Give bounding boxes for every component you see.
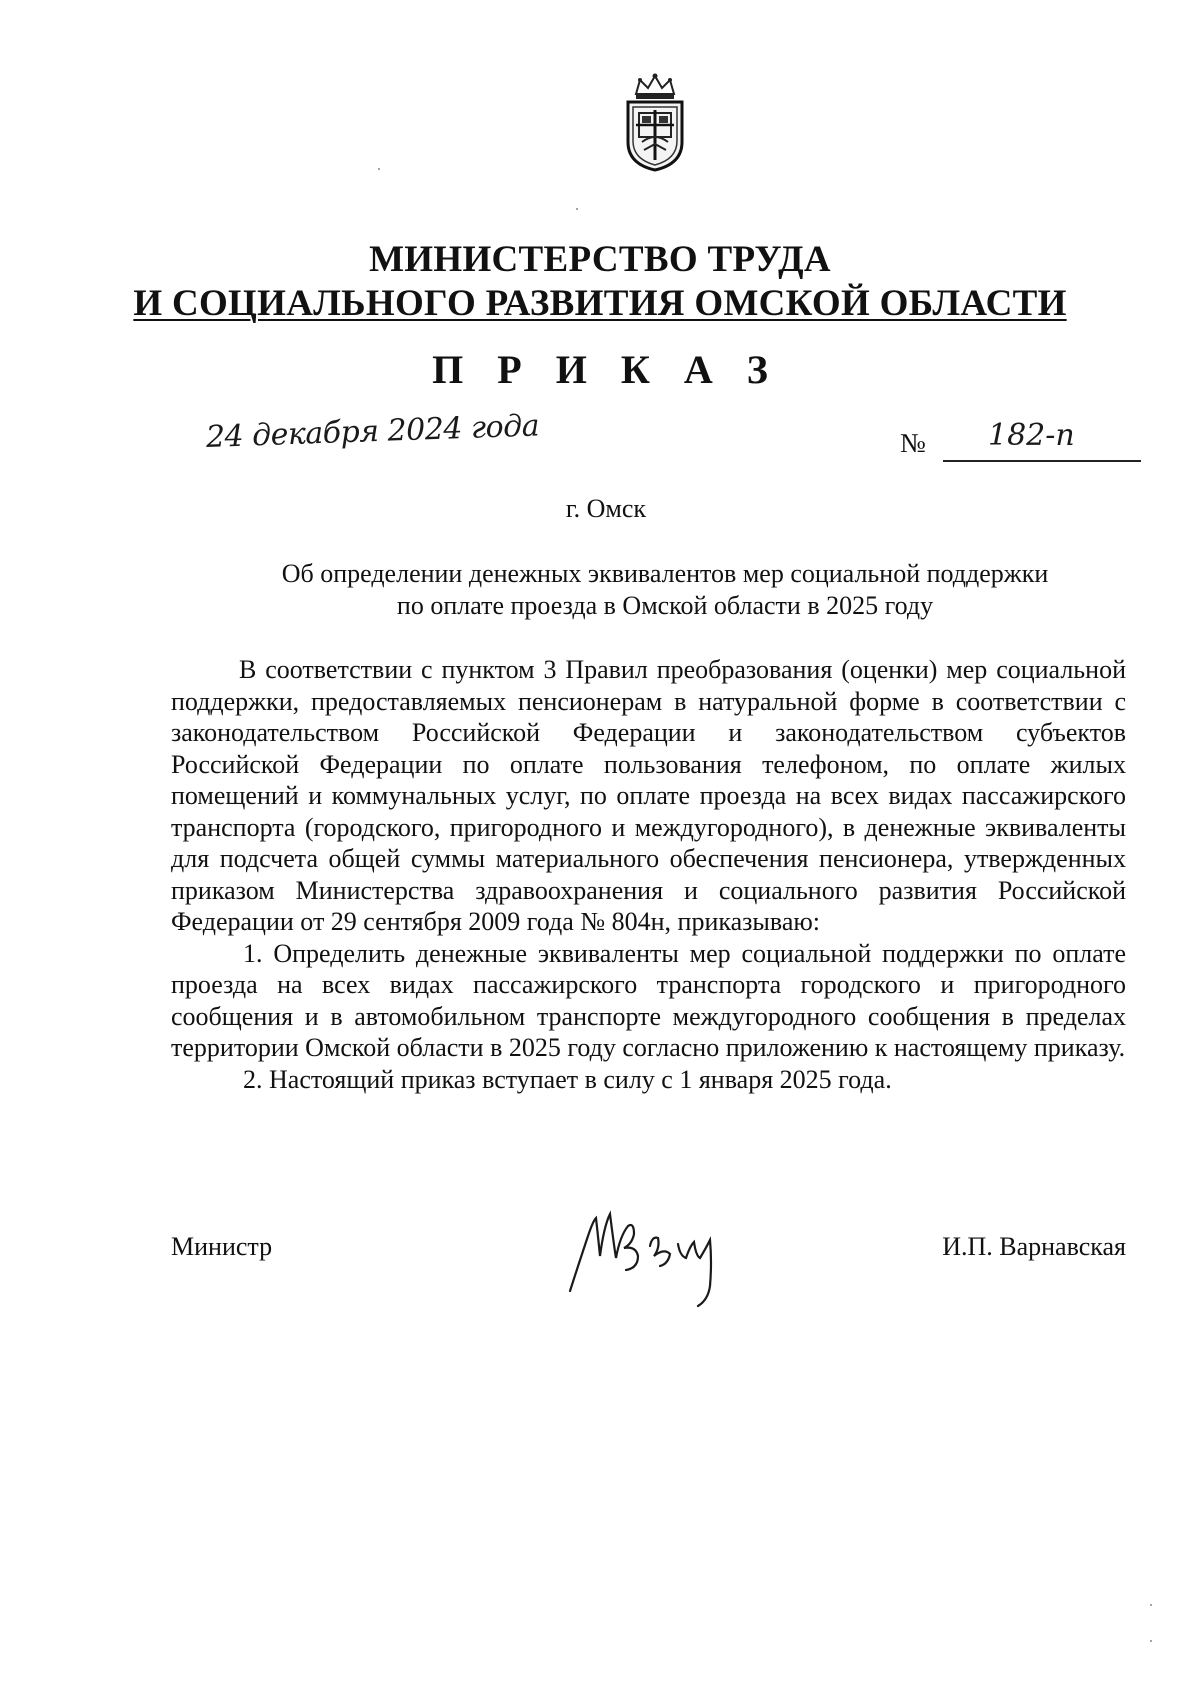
order-body — [171, 654, 1126, 1095]
coat-of-arms-icon — [622, 72, 688, 172]
ministry-name-line1: МИНИСТЕРСТВО ТРУДА — [369, 239, 831, 280]
scan-speck — [1150, 1604, 1152, 1606]
handwritten-signature-icon — [560, 1196, 760, 1316]
handwritten-order-number: 182-п — [988, 418, 1075, 453]
number-label: № — [900, 428, 926, 458]
scan-speck — [378, 168, 380, 170]
signatory-role: Министр — [171, 1232, 273, 1261]
city-label: г. Омск — [565, 494, 647, 523]
ministry-name-line2: И СОЦИАЛЬНОГО РАЗВИТИЯ ОМСКОЙ ОБЛАСТИ — [133, 283, 1067, 324]
scan-speck — [1150, 1640, 1152, 1642]
order-item-1: 1. Определить денежные эквиваленты мер социальной поддержки по оплате проезда на всех видах пассажирского транспорта городского и пригородного сообщения и в автомобильном транспорте междугородного сообщения в пределах территории Омской области в 2025 году согласно приложению к настоящему приказу. — [171, 938, 1126, 1062]
handwritten-date: 24 декабря 2024 года — [205, 408, 540, 455]
order-subject — [200, 558, 1130, 622]
subject-line-1: Об определении денежных эквивалентов мер социальной поддержки — [281, 559, 1049, 588]
preamble-paragraph: В соответствии с пунктом 3 Правил преобразования (оценки) мер социальной поддержки, предоставляемых пенсионерам в натуральной форме в соответствии с законодательством Российской Федерации и законодательством субъектов Российской Федерации по оплате пользования телефоном, по оплате жилых помещений и коммунальных услуг, по оплате проезда на всех видах пассажирского транспорта (городского, пригородного и междугородного), в денежные эквиваленты для подсчета общей суммы материального обеспечения пенсионера, утвержденных приказом Министерства здравоохранения и социального развития Российской Федерации от 29 сентября 2009 года № 804н, приказываю: — [171, 655, 1126, 936]
order-item-2: 2. Настоящий приказ вступает в силу с 1 января 2025 года. — [243, 1064, 892, 1094]
number-underline — [943, 460, 1141, 462]
document-type-title: П Р И К А З — [432, 347, 780, 392]
signatory-name: И.П. Варнавская — [942, 1232, 1126, 1261]
scan-speck — [576, 208, 578, 210]
subject-line-2: по оплате проезда в Омской области в 2025 году — [396, 591, 934, 620]
